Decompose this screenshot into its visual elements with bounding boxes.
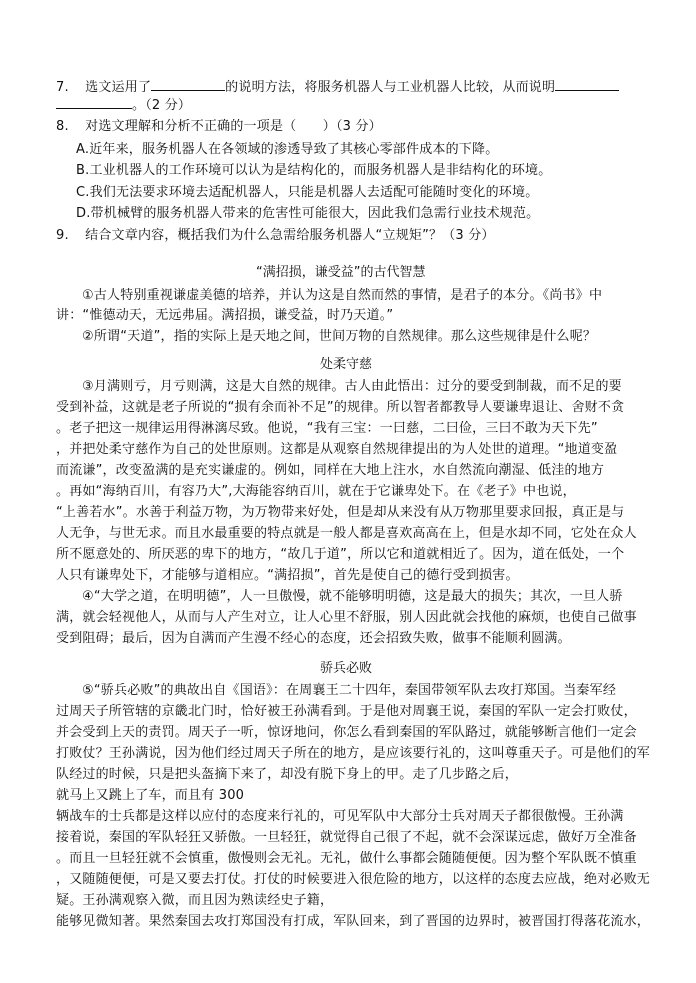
- question-8: [56, 118, 382, 136]
- article-title: “满招损，谦受益”的古代智慧: [256, 265, 426, 280]
- section-title-jiao-bing-bi-bai: 骄兵必败: [320, 661, 373, 676]
- paragraph-3-line-8: 人无争，与世无求。而且水最重要的特点就是一般人都是喜欢高高在上，但是水却不同，它处在众人: [56, 526, 637, 541]
- paragraph-2: ②所谓“天道”，指的实际上是天地之间，世间万物的自然规律。那么这些规律是什么呢？: [82, 329, 597, 344]
- question-7-text-b: 的说明方法，将服务机器人与工业机器人比较，从而说明: [225, 80, 556, 95]
- question-7-blank-3[interactable]: [56, 96, 132, 109]
- paragraph-5-line-2: 过周天子所管辖的京畿北门时，恰好被王孙满看到。于是他对周襄王说，秦国的军队一定会打败仗，: [56, 704, 637, 719]
- question-8-option-a[interactable]: A.近年来，服务机器人在各领域的渗透导致了其核心零部件成本的下降。: [76, 142, 499, 157]
- question-8-stem: 对选文理解和分析不正确的一项是（ ）（3 分）: [85, 119, 382, 134]
- paragraph-3-line-5: 而流谦”，改变盈满的是充实谦虚的。例如，同样在大地上注水，水自然流向潮湿、低洼的地方: [56, 463, 605, 478]
- paragraph-5-line-1: ⑤“骄兵必败”的典故出自《国语》：在周襄王二十四年，秦国带领军队去攻打郑国。当秦军经: [82, 683, 617, 698]
- question-7-number: 7.: [56, 80, 69, 95]
- paragraph-5-line-11: 疑。王孙满观察入微，而且因为熟读经史子籍，: [56, 893, 334, 908]
- paragraph-5-line-12: 能够见微知著。果然秦国去攻打郑国没有打成，军队回来，到了晋国的边界时，被晋国打得落花流水，: [56, 914, 651, 929]
- paragraph-3-line-3: 。老子把这一规律运用得淋漓尽致。他说，“我有三宝：一曰慈，二曰俭，三曰不敢为天下先”: [56, 421, 598, 436]
- question-7-text-a: 选文运用了: [85, 80, 152, 95]
- question-9: [56, 227, 495, 245]
- paragraph-4-line-3: 受到阻碍；最后，因为自满而产生漫不经心的态度，还会招致失败，做事不能顺利圆满。: [56, 631, 571, 646]
- paragraph-3-line-1: ③月满则亏，月亏则满，这是大自然的规律。古人由此悟出：过分的要受到制裁，而不足的要: [82, 379, 622, 394]
- paragraph-3-line-7: “上善若水”。水善于利益万物，为万物带来好处，但是却从来没有从万物那里要求回报，真正是与: [56, 505, 625, 520]
- paragraph-3-line-10: 人只有谦卑处下，才能够与道相应。“满招损”，首先是使自己的德行受到损害。: [56, 568, 519, 583]
- question-9-text: 结合文章内容，概括我们为什么急需给服务机器人“立规矩”？（3 分）: [85, 228, 495, 243]
- paragraph-3-line-4: ，并把处柔守慈作为自己的处世原则。这都是从观察自然规律提出的为人处世的道理。“地道变盈: [56, 442, 618, 457]
- paragraph-1-line-1: ①古人特别重视谦虚美德的培养，并认为这是自然而然的事情，是君子的本分。《尚书》中: [82, 288, 603, 303]
- paragraph-5-line-9: 。而且一旦轻狂就不会慎重，傲慢则会无礼。无礼，做什么事都会随随便便。因为整个军队既不慎重: [56, 851, 637, 866]
- paragraph-5-line-4: 打败仗？王孙满说，因为他们经过周天子所在的地方，是应该要行礼的，这叫尊重天子。可是他们的军: [56, 746, 651, 761]
- question-7: [56, 78, 619, 97]
- question-8-number: 8.: [56, 119, 69, 134]
- paragraph-4-line-2: 满，就会轻视他人，从而与人产生对立，让人心里不舒服，别人因此就会找他的麻烦，也使自己做事: [56, 610, 637, 625]
- paragraph-3-line-2: 受到补益，这就是老子所说的“损有余而补不足”的规律。所以智者都教导人要谦卑退让、舍财不贪: [56, 400, 625, 415]
- paragraph-1-line-2: 讲：“惟德动天，无远弗届。满招损，谦受益，时乃天道。”: [56, 308, 394, 323]
- question-8-option-d[interactable]: D.带机械臂的服务机器人带来的危害性可能很大，因此我们急需行业技术规范。: [76, 206, 540, 221]
- question-9-number: 9.: [56, 228, 69, 243]
- question-8-option-c[interactable]: C.我们无法要求环境去适配机器人，只能是机器人去适配可能随时变化的环境。: [76, 185, 539, 200]
- paragraph-4-line-1: ④“大学之道，在明明德”，人一旦傲慢，就不能够明明德，这是最大的损失；其次，一旦人骄: [82, 589, 623, 604]
- paragraph-3-line-6: 。再如“海纳百川，有容乃大”,大海能容纳百川，就在于它谦卑处下。在《老子》中也说，: [56, 484, 576, 499]
- question-7-text-c: 。（2 分）: [132, 98, 192, 113]
- paragraph-5-line-6: 就马上又跳上了车，而且有 300: [56, 788, 245, 803]
- paragraph-5-line-8: 接着说，秦国的军队轻狂又骄傲。一旦轻狂，就觉得自己很了不起，就不会深谋远虑，做好万全准备: [56, 830, 637, 845]
- paragraph-5-line-10: ，又随随便便，可是又要去打仗。打仗的时候要进入很危险的地方，以这样的态度去应战，绝对必败无: [56, 872, 651, 887]
- section-title-chu-rou-shou-ci: 处柔守慈: [320, 357, 373, 372]
- paragraph-5-line-3: 并会受到上天的责罚。周天子一听，惊讶地问，你怎么看到秦国的军队路过，就能够断言他们一定会: [56, 725, 637, 740]
- question-7-blank-1[interactable]: [151, 78, 225, 91]
- paragraph-5-line-7: 辆战车的士兵都是这样以应付的态度来行礼的，可见军队中大部分士兵对周天子都很傲慢。王孙满: [56, 809, 624, 824]
- question-7-cont: [56, 96, 191, 115]
- question-8-option-b[interactable]: B.工业机器人的工作环境可以认为是结构化的，而服务机器人是非结构化的环境。: [76, 163, 552, 178]
- paragraph-5-line-5: 队经过的时候，只是把头盔摘下来了，却没有脱下身上的甲。走了几步路之后，: [56, 767, 519, 782]
- question-7-blank-2[interactable]: [555, 78, 619, 91]
- paragraph-3-line-9: 所不愿意处的、所厌恶的卑下的地方，“故几于道”，所以它和道就相近了。因为，道在低处，一个: [56, 547, 625, 562]
